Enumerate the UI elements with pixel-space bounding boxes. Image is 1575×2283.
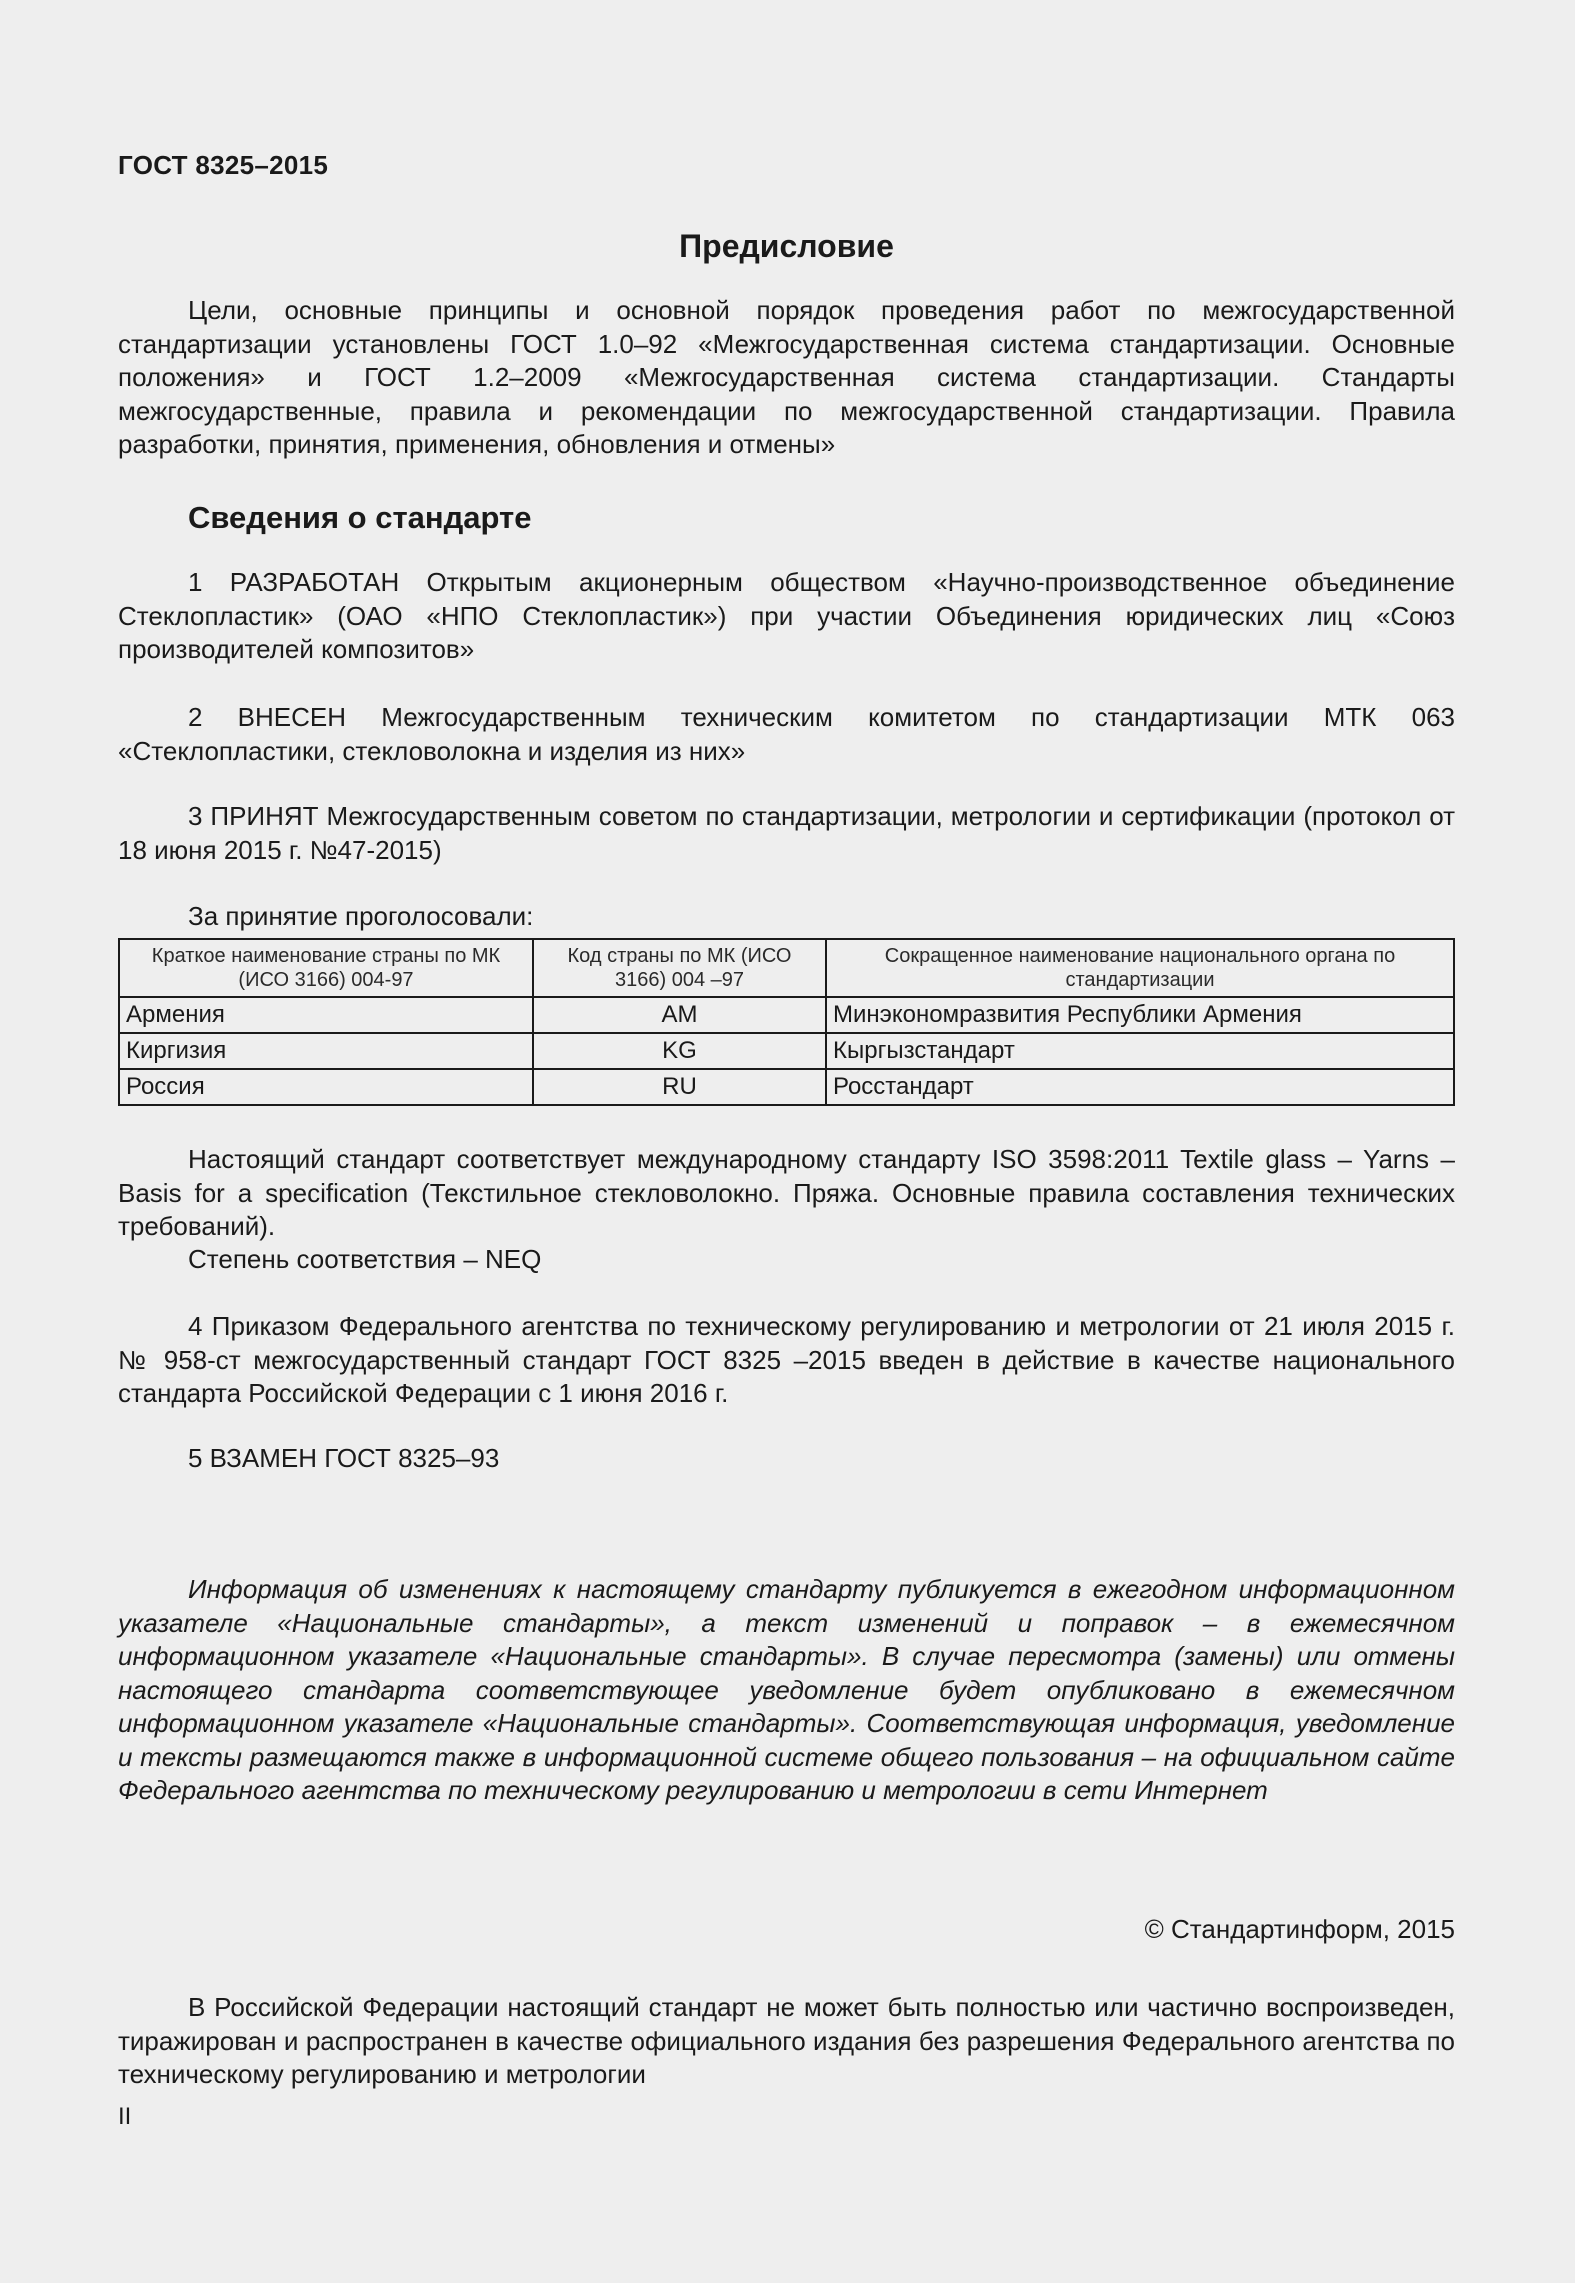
cell-code: KG — [533, 1033, 826, 1069]
table-row — [119, 997, 1454, 1033]
section-title-standard-info: Сведения о стандарте — [188, 500, 532, 535]
info-note: Информация об изменениях к настоящему стандарту публикуется в ежегодном информационном указателе «Национальные стандарты», а текст изменений и поправок – в ежемесячном информационном указателе «Национальные стандарты». В случае пересмотра (замены) или отмены настоящего стандарта соответствующее уведомление будет опубликовано в ежемесячном информационном указателе «Национальные стандарты». Соответствующая информация, уведомление и тексты размещаются также в информационной системе общего пользования – на официальном сайте Федерального агентства по техническому регулированию и метрологии в сети Интернет — [118, 1574, 1455, 1805]
cell-body: Минэкономразвития Республики Армения — [826, 997, 1454, 1033]
table-row — [119, 1069, 1454, 1105]
preface-paragraph: Цели, основные принципы и основной порядок проведения работ по межгосударственной стандартизации установлены ГОСТ 1.0–92 «Межгосударственная система стандартизации. Основные положения» и ГОСТ 1.2–2009 «Межгосударственная система стандартизации. Стандарты межгосударственные, правила и рекомендации по межгосударственной стандартизации. Правила разработки, принятия, применения, обновления и отмены» — [118, 295, 1455, 459]
item-5-replaces: 5 ВЗАМЕН ГОСТ 8325–93 — [188, 1443, 500, 1473]
cell-body: Росстандарт — [826, 1069, 1454, 1105]
votes-intro: За принятие проголосовали: — [188, 901, 534, 931]
cell-body: Кыргызстандарт — [826, 1033, 1454, 1069]
cell-code: AM — [533, 997, 826, 1033]
votes-table — [118, 938, 1455, 1106]
cell-code: RU — [533, 1069, 826, 1105]
table-row — [119, 1033, 1454, 1069]
page-number: II — [118, 2103, 132, 2130]
conformity-degree: Степень соответствия – NEQ — [188, 1244, 542, 1274]
section-title-preface: Предисловие — [679, 228, 894, 264]
item-2-submitted: 2 ВНЕСЕН Межгосударственным техническим комитетом по стандартизации МТК 063 «Стеклопластики, стекловолокна и изделия из них» — [118, 702, 1455, 766]
item-4-order: 4 Приказом Федерального агентства по техническому регулированию и метрологии от 21 июля 2015 г. № 958-ст межгосударственный стандарт ГОСТ 8325 –2015 введен в действие в качестве национального стандарта Российской Федерации с 1 июня 2016 г. — [118, 1311, 1455, 1408]
table-header-row — [119, 939, 1454, 997]
header-country-name: Краткое наименование страны по МК (ИСО 3166) 004-97 — [119, 939, 533, 997]
cell-country: Киргизия — [119, 1033, 533, 1069]
item-3-adopted: 3 ПРИНЯТ Межгосударственным советом по стандартизации, метрологии и сертификации (протокол от 18 июня 2015 г. №47-2015) — [118, 801, 1455, 865]
header-national-body: Сокращенное наименование национального органа по стандартизации — [826, 939, 1454, 997]
legal-note: В Российской Федерации настоящий стандарт не может быть полностью или частично воспроизведен, тиражирован и распространен в качестве официального издания без разрешения Федерального агентства по техническому регулированию и метрологии — [118, 1992, 1455, 2089]
cell-country: Россия — [119, 1069, 533, 1105]
document-header: ГОСТ 8325–2015 — [118, 150, 329, 180]
header-country-code: Код страны по МК (ИСО 3166) 004 –97 — [533, 939, 826, 997]
copyright: © Стандартинформ, 2015 — [1144, 1914, 1455, 1944]
conformity-paragraph: Настоящий стандарт соответствует международному стандарту ISO 3598:2011 Textile glass – Yarns – Basis for a specification (Текстильное стекловолокно. Пряжа. Основные правила составления технических требований). — [118, 1144, 1455, 1241]
cell-country: Армения — [119, 997, 533, 1033]
item-1-developed: 1 РАЗРАБОТАН Открытым акционерным обществом «Научно-производственное объединение Стеклопластик» (ОАО «НПО Стеклопластик») при участии Объединения юридических лиц «Союз производителей композитов» — [118, 567, 1455, 664]
